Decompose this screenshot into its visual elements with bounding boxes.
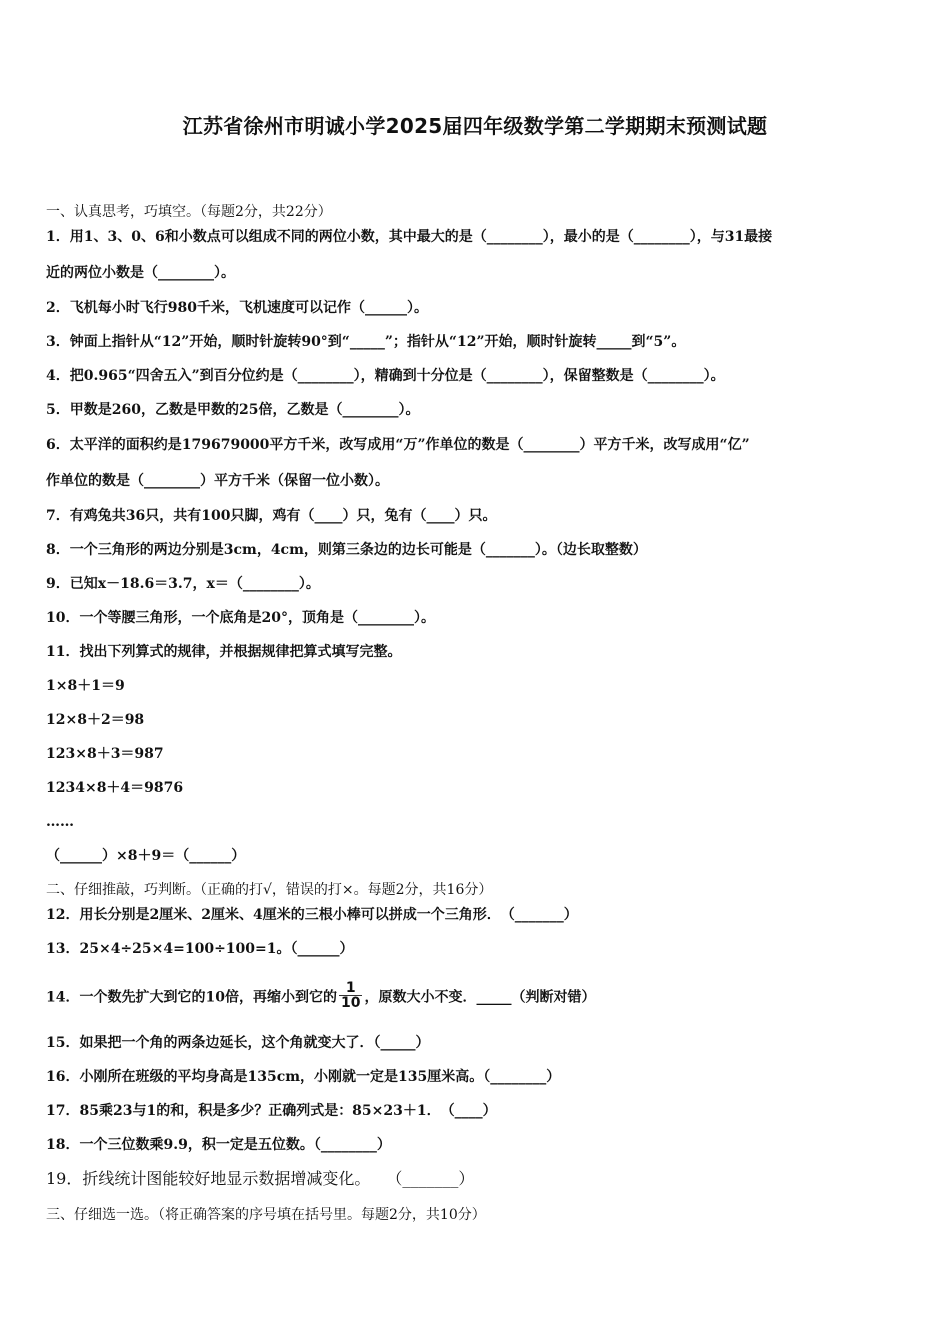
question-18: 18．一个三位数乘9.9，积一定是五位数。（________） — [46, 1137, 391, 1153]
page-title: 江苏省徐州市明诚小学2025届四年级数学第二学期期末预测试题 — [182, 114, 768, 138]
question-14-text-b: ，原数大小不变．_____（判断对错） — [364, 989, 596, 1006]
question-10: 10．一个等腰三角形，一个底角是20°，顶角是（________）。 — [46, 610, 435, 626]
section-heading-3: 三、仔细选一选。（将正确答案的序号填在括号里。每题2分，共10分） — [46, 1207, 486, 1223]
equation-1: 1×8＋1＝9 — [46, 678, 125, 694]
question-1-line-1: 1．用1、3、0、6和小数点可以组成不同的两位小数，其中最大的是（________），最小的是（________），与31最接 — [46, 229, 773, 245]
question-9: 9．已知x－18.6＝3.7，x＝（________）。 — [46, 576, 320, 592]
equation-4: 1234×8＋4＝9876 — [46, 780, 184, 796]
question-14 — [46, 980, 596, 1012]
question-2: 2．飞机每小时飞行980千米，飞机速度可以记作（______）。 — [46, 300, 428, 316]
question-17: 17．85乘23与1的和，积是多少？正确列式是：85×23＋1． （____） — [46, 1103, 497, 1119]
question-16: 16．小刚所在班级的平均身高是135cm，小刚就一定是135厘米高。（________） — [46, 1069, 561, 1085]
question-1-line-2: 近的两位小数是（________）。 — [46, 265, 235, 281]
fraction-one-tenth — [339, 981, 362, 1010]
section-heading-2: 二、仔细推敲，巧判断。（正确的打√，错误的打×。每题2分，共16分） — [46, 882, 493, 898]
equation-5: （______）×8＋9＝（______） — [46, 848, 246, 864]
question-13: 13．25×4÷25×4=100÷100=1。（______） — [46, 941, 354, 957]
question-14-text-a: 14．一个数先扩大到它的10倍，再缩小到它的 — [46, 989, 337, 1006]
question-12: 12．用长分别是2厘米、2厘米、4厘米的三根小棒可以拼成一个三角形． （_______） — [46, 907, 578, 923]
equation-3: 123×8＋3＝987 — [46, 746, 164, 762]
question-6-line-2: 作单位的数是（________）平方千米（保留一位小数）。 — [46, 473, 389, 489]
fraction-denominator: 10 — [340, 995, 361, 1011]
question-6-line-1: 6．太平洋的面积约是179679000平方千米，改写成用“万”作单位的数是（________）平方千米，改写成用“亿” — [46, 437, 750, 453]
question-3: 3．钟面上指针从“12”开始，顺时针旋转90°到“_____”；指针从“12”开始，顺时针旋转_____到“5”。 — [46, 334, 686, 350]
question-8: 8．一个三角形的两边分别是3cm，4cm，则第三条边的边长可能是（_______）。（边长取整数） — [46, 542, 647, 558]
question-4: 4．把0.965“四舍五入”到百分位约是（________），精确到十分位是（________），保留整数是（________）。 — [46, 368, 725, 384]
question-5: 5．甲数是260，乙数是甲数的25倍，乙数是（________）。 — [46, 402, 420, 418]
question-11: 11．找出下列算式的规律，并根据规律把算式填写完整。 — [46, 644, 402, 660]
ellipsis: …… — [46, 814, 74, 830]
section-heading-1: 一、认真思考，巧填空。（每题2分，共22分） — [46, 204, 332, 220]
equation-2: 12×8＋2＝98 — [46, 712, 145, 728]
question-19: 19．折线统计图能较好地显示数据增减变化。 （_______） — [46, 1169, 475, 1188]
fraction-numerator: 1 — [339, 981, 362, 996]
question-7: 7．有鸡兔共36只，共有100只脚，鸡有（____）只，兔有（____）只。 — [46, 508, 497, 524]
question-15: 15．如果把一个角的两条边延长，这个角就变大了．（_____） — [46, 1035, 430, 1051]
